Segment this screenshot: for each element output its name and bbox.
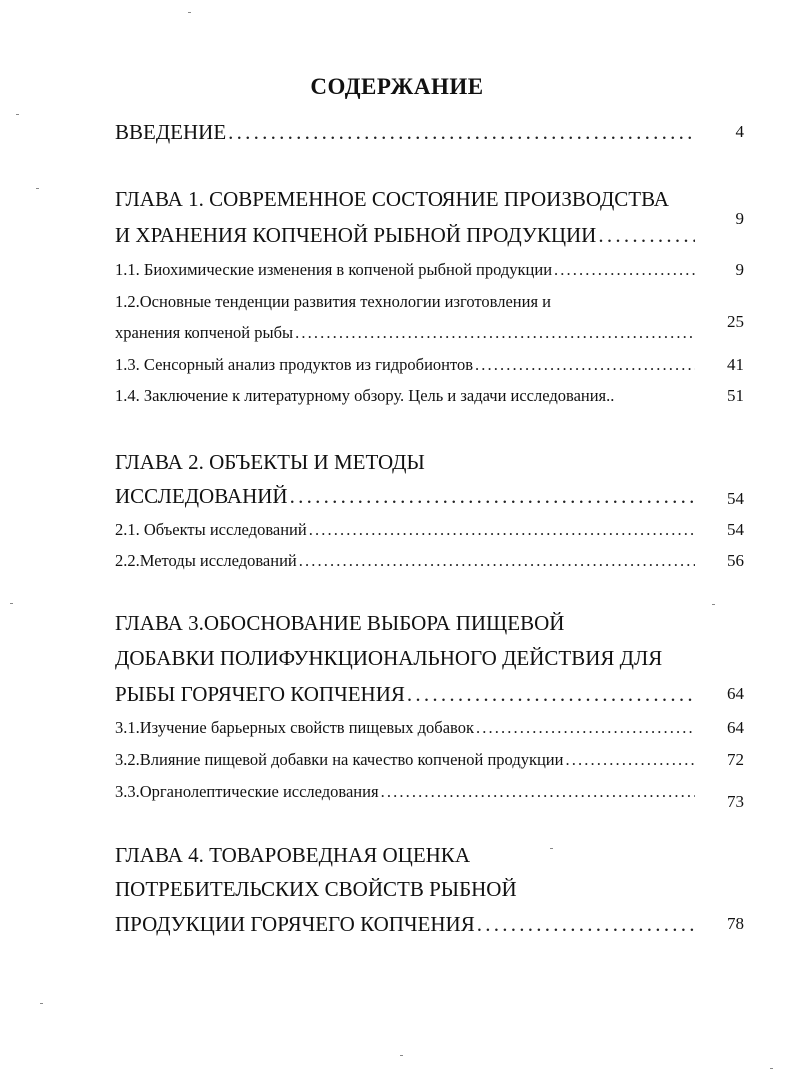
chapter-1-heading-line1: ГЛАВА 1. СОВРЕМЕННОЕ СОСТОЯНИЕ ПРОИЗВОДСТВА [115,187,669,211]
toc-entry-1-2 [115,323,695,343]
chapter-2-heading-line1: ГЛАВА 2. ОБЪЕКТЫ И МЕТОДЫ [115,450,425,474]
toc-page-number: 25 [727,312,744,331]
chapter-3-heading-line2: ДОБАВКИ ПОЛИФУНКЦИОНАЛЬНОГО ДЕЙСТВИЯ ДЛЯ [115,646,663,670]
toc-page-number: 9 [735,209,744,228]
toc-page-number: 51 [727,386,744,405]
toc-entry-text: 2.1. Объекты исследований [115,520,307,539]
toc-entry-1-3 [115,355,695,375]
toc-entry-text: 1.4. Заключение к литературному обзору. Цель и задачи исследования.. [115,386,615,405]
toc-entry-text: ВВЕДЕНИЕ [115,120,227,144]
toc-entry-text: 3.2.Влияние пищевой добавки на качество копченой продукции [115,750,564,769]
toc-entry-text: 2.2.Методы исследований [115,551,297,570]
scan-speck [770,1068,773,1069]
scan-speck [188,12,191,13]
scan-speck [36,188,39,189]
leader-dots [228,120,695,145]
toc-page-number: 72 [727,750,744,769]
chapter-3-heading [115,682,695,707]
leader-dots [309,520,695,540]
toc-entry-3-1 [115,718,695,738]
toc-entry-text: 3.1.Изучение барьерных свойств пищевых добавок [115,718,474,737]
toc-entry-1-1 [115,260,695,280]
toc-entry-3-2 [115,750,695,770]
chapter-4-heading [115,912,695,937]
toc-page-number: 78 [727,914,744,933]
chapter-2-heading [115,484,695,509]
toc-page-number: 4 [735,122,744,141]
leader-dots [598,223,695,248]
leader-dots [290,484,695,509]
toc-page-number: 73 [727,792,744,811]
leader-dots [475,355,695,375]
scan-speck [400,1055,403,1056]
chapter-4-heading-line1: ГЛАВА 4. ТОВАРОВЕДНАЯ ОЦЕНКА [115,843,470,867]
leader-dots [407,682,695,707]
toc-page-number: 56 [727,551,744,570]
chapter-1-heading [115,223,695,248]
toc-entry-text: 1.1. Биохимические изменения в копченой рыбной продукции [115,260,553,279]
leader-dots [299,551,695,571]
toc-page-number: 64 [727,718,744,737]
toc-page-number: 64 [727,684,744,703]
scan-speck [712,604,715,605]
chapter-2-heading-line2: ИССЛЕДОВАНИЙ [115,484,288,508]
leader-dots [381,782,695,802]
chapter-4-heading-line2: ПОТРЕБИТЕЛЬСКИХ СВОЙСТВ РЫБНОЙ [115,877,517,901]
toc-page-number: 54 [727,520,744,539]
toc-entry-2-2 [115,551,695,571]
toc-entry-intro [115,120,695,145]
toc-entry-text: 1.3. Сенсорный анализ продуктов из гидробионтов [115,355,474,374]
toc-entry-1-2-line1: 1.2.Основные тенденции развития технологии изготовления и [115,292,552,311]
toc-page-number: 41 [727,355,744,374]
toc-entry-1-4 [115,386,695,406]
leader-dots [476,718,695,738]
scan-speck [10,603,13,604]
page-title: СОДЕРЖАНИЕ [310,74,484,99]
scan-speck [16,114,19,115]
scan-speck [40,1003,43,1004]
chapter-4-heading-line3: ПРОДУКЦИИ ГОРЯЧЕГО КОПЧЕНИЯ [115,912,475,936]
leader-dots [295,323,695,343]
chapter-3-heading-line3: РЫБЫ ГОРЯЧЕГО КОПЧЕНИЯ [115,682,405,706]
chapter-1-heading-line2: И ХРАНЕНИЯ КОПЧЕНОЙ РЫБНОЙ ПРОДУКЦИИ [115,223,597,247]
leader-dots [565,750,695,770]
toc-entry-3-3 [115,782,695,802]
toc-entry-text: 3.3.Органолептические исследования [115,782,379,801]
toc-page-number: 9 [735,260,744,279]
leader-dots [477,912,695,937]
chapter-3-heading-line1: ГЛАВА 3.ОБОСНОВАНИЕ ВЫБОРА ПИЩЕВОЙ [115,611,565,635]
toc-entry-text: хранения копченой рыбы [115,323,294,342]
leader-dots [554,260,695,280]
scan-speck [550,848,553,849]
toc-page-number: 54 [727,489,744,508]
toc-entry-2-1 [115,520,695,540]
